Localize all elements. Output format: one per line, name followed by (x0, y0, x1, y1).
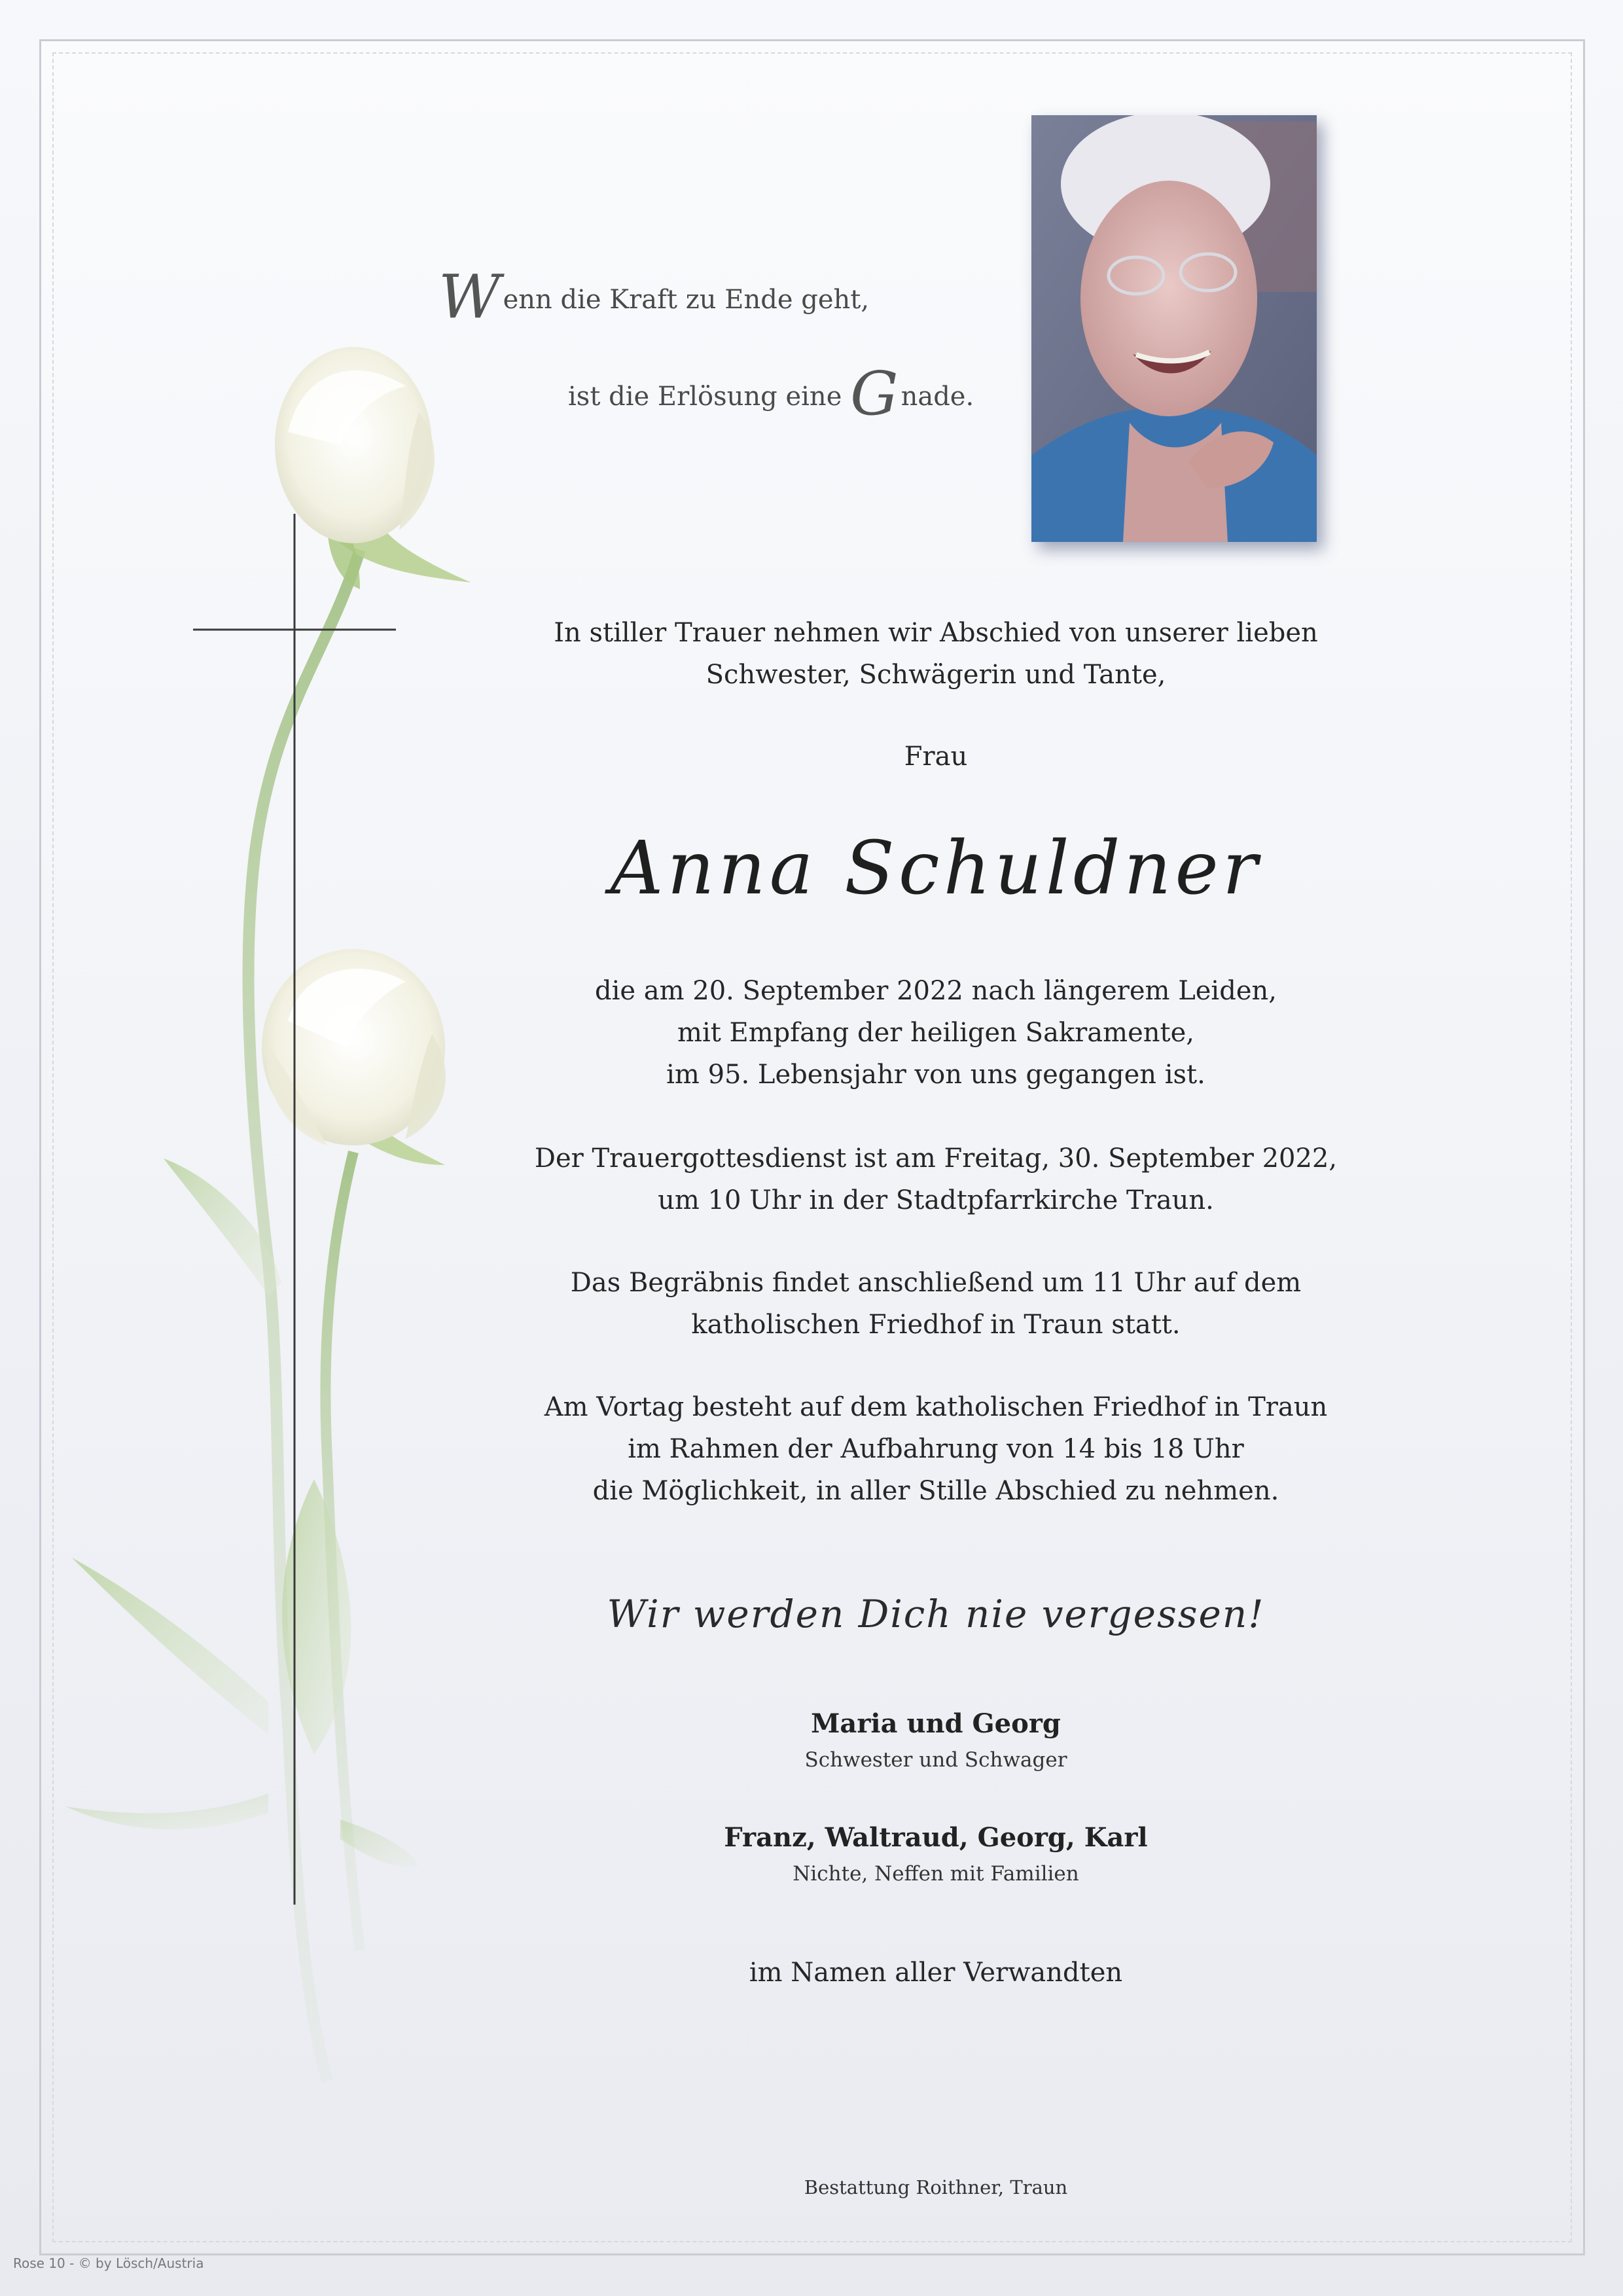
portrait-illustration (1031, 115, 1317, 542)
motto-line-2-text: nade. (901, 382, 974, 412)
service-info (497, 1138, 1374, 1221)
death-info-line-3: im 95. Lebensjahr von uns gegangen ist. (666, 1060, 1205, 1090)
leaf (65, 1793, 268, 1829)
intro-line-2: Schwester, Schwägerin und Tante, (705, 660, 1166, 690)
service-line-1: Der Trauergottesdienst ist am Freitag, 30. September 2022, (534, 1143, 1338, 1174)
mourner-role: Nichte, Neffen mit Familien (793, 1862, 1079, 1886)
motto-line-2-lead: ist die Erlösung eine (568, 382, 842, 412)
mourner-group (497, 1704, 1374, 1776)
portrait-photo (1031, 115, 1317, 542)
viewing-line-3: die Möglichkeit, in aller Stille Abschied zu nehmen. (592, 1476, 1279, 1506)
service-line-2: um 10 Uhr in der Stadtpfarrkirche Traun. (658, 1185, 1214, 1215)
motto-line-1 (438, 262, 869, 332)
death-info (497, 970, 1374, 1096)
closing-line (497, 1952, 1374, 1994)
motto-line-2 (568, 359, 974, 429)
burial-line-1: Das Begräbnis findet anschließend um 11 Uhr auf dem (570, 1268, 1302, 1298)
viewing-line-1: Am Vortag besteht auf dem katholischen Friedhof in Traun (544, 1392, 1328, 1422)
viewing-info (497, 1386, 1374, 1512)
burial-line-2: katholischen Friedhof in Traun statt. (691, 1310, 1181, 1340)
death-info-line-2: mit Empfang der heiligen Sakramente, (677, 1018, 1194, 1048)
salutation (497, 736, 1374, 778)
viewing-line-2: im Rahmen der Aufbahrung von 14 bis 18 Uhr (628, 1434, 1244, 1464)
motto-initial-g: G (850, 359, 899, 429)
motto-initial-w: W (438, 262, 501, 332)
deceased-name: Anna Schuldner (610, 826, 1262, 911)
leaf (72, 1558, 268, 1734)
intro-line-1: In stiller Trauer nehmen wir Abschied von unserer lieben (554, 618, 1318, 648)
footer-credit: Rose 10 - © by Lösch/Austria (13, 2255, 204, 2271)
rose-cross-illustration (52, 314, 510, 2147)
funeral-home: Bestattung Roithner, Traun (804, 2176, 1068, 2198)
mourner-group (497, 1818, 1374, 1890)
salutation-text: Frau (904, 742, 968, 772)
closing-text: im Namen aller Verwandten (749, 1958, 1123, 1988)
burial-info (497, 1262, 1374, 1346)
motto-line-1-text: enn die Kraft zu Ende geht, (503, 285, 870, 315)
mourner-name: Franz, Waltraud, Georg, Karl (724, 1822, 1148, 1853)
mourner-name: Maria und Georg (811, 1708, 1061, 1739)
intro-text (497, 612, 1374, 696)
upper-rose-stem (249, 550, 360, 2081)
memorial-slogan: Wir werden Dich nie vergessen! (607, 1592, 1265, 1636)
mourner-role: Schwester und Schwager (804, 1748, 1067, 1772)
death-info-line-1: die am 20. September 2022 nach längerem Leiden, (595, 976, 1277, 1006)
